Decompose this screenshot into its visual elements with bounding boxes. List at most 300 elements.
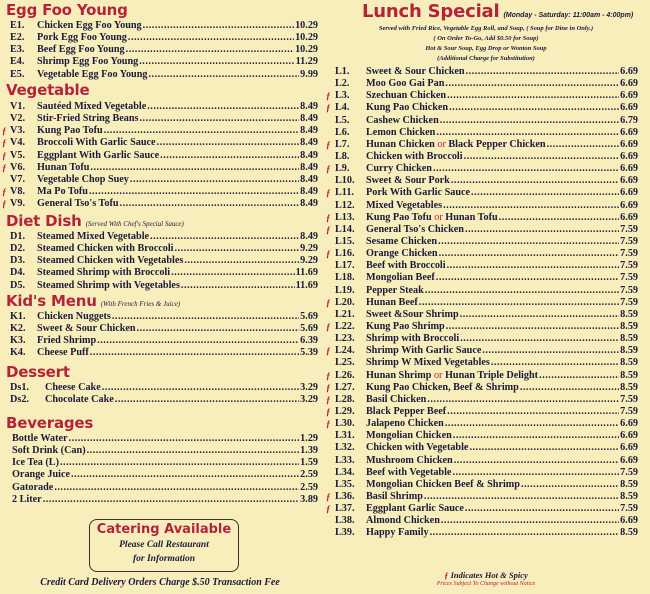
- heading-text: Diet Dish: [6, 212, 82, 230]
- dot-leader: [453, 430, 619, 442]
- credit-card-fee-note: Credit Card Delivery Orders Charge $.50 Transaction Fee: [40, 577, 280, 588]
- egg-foo-young-list: [10, 20, 318, 81]
- dot-leader: [447, 406, 619, 418]
- menu-item: [2, 149, 318, 162]
- dot-leader: [90, 347, 299, 359]
- item-name-text: Lemon Chicken: [366, 126, 436, 138]
- item-code: L9.: [335, 163, 350, 175]
- menu-item: [2, 137, 318, 149]
- item-name: [366, 527, 429, 539]
- dot-leader: [460, 309, 620, 321]
- item-price: 7.59: [620, 466, 638, 478]
- pepper-icon: ƒ: [444, 570, 449, 580]
- item-code: L32.: [335, 442, 355, 454]
- item-name: [366, 515, 440, 527]
- item-code: L28.: [335, 393, 355, 405]
- item-name-text: Shrimp Egg Foo Young: [37, 56, 139, 68]
- dot-leader: [427, 394, 619, 406]
- item-name: [37, 323, 136, 335]
- item-name-text: Orange Juice: [12, 469, 71, 481]
- item-name-text: Jalapeno Chicken: [366, 418, 444, 430]
- lunch-substitution-note: (Additional Charge for Substitution): [437, 55, 535, 62]
- menu-item: [335, 309, 638, 321]
- item-code: L6.: [335, 126, 350, 138]
- item-name-text: Pork With Garlic Sauce: [366, 187, 471, 199]
- item-price: 8.59: [620, 357, 638, 369]
- item-price: 8.49: [300, 113, 318, 125]
- item-name-text: Happy Family: [366, 527, 429, 539]
- item-code: L4.: [335, 102, 350, 114]
- item-name-text: Cheese Puff: [37, 347, 89, 359]
- item-code: L26.: [335, 369, 355, 381]
- pepper-icon: ƒ: [326, 491, 331, 502]
- item-name: [37, 162, 89, 174]
- dot-leader: [54, 482, 299, 494]
- item-name-text: Shrimp With Garlic Sauce: [366, 345, 482, 357]
- item-code: L13.: [335, 211, 355, 223]
- item-code: V8.: [10, 185, 25, 197]
- dot-leader: [60, 457, 299, 469]
- item-name: [366, 467, 451, 479]
- item-code: V7.: [10, 173, 25, 185]
- item-name: [366, 333, 459, 345]
- item-code: V6.: [10, 161, 25, 173]
- item-code: L25.: [335, 357, 355, 369]
- item-price: 7.59: [620, 393, 638, 405]
- item-price: 3.89: [300, 493, 318, 505]
- dot-leader: [160, 150, 299, 162]
- item-name: [12, 445, 86, 457]
- lunch-to-go-note: ( On Order To-Go, Add $0.50 for Soup): [433, 35, 539, 42]
- menu-item: [326, 381, 638, 394]
- dot-leader: [491, 357, 619, 369]
- item-name-text: Pork Egg Foo Young: [37, 32, 127, 44]
- item-name: [37, 267, 170, 279]
- item-price: 6.69: [620, 90, 638, 102]
- menu-item: [10, 56, 318, 68]
- menu-item: [335, 78, 638, 90]
- item-price: 7.59: [620, 235, 638, 247]
- item-price: 6.69: [620, 163, 638, 175]
- item-price: 7.59: [620, 260, 638, 272]
- dessert-list: [10, 382, 318, 406]
- menu-item: [326, 138, 638, 151]
- dot-leader: [171, 267, 295, 279]
- dot-leader: [445, 418, 619, 430]
- dot-leader: [465, 503, 619, 515]
- menu-item: [326, 90, 638, 102]
- item-code: L37.: [335, 503, 355, 515]
- item-name: [37, 335, 96, 347]
- item-name-text: Soft Drink (Can): [12, 445, 86, 457]
- prices-notice: Prices Subject To Change without Notice: [436, 581, 536, 587]
- item-code: L10.: [335, 175, 355, 187]
- menu-item: [335, 430, 638, 442]
- pepper-icon: ƒ: [326, 297, 331, 308]
- pepper-icon: ƒ: [326, 346, 331, 357]
- menu-item: [10, 101, 318, 113]
- item-name: [366, 430, 452, 442]
- dot-leader: [90, 162, 299, 174]
- section-heading-lunch-special: [362, 2, 633, 26]
- menu-item: [326, 393, 638, 406]
- item-or-separator: or: [433, 369, 443, 381]
- item-name-text: Orange Chicken: [366, 248, 438, 260]
- menu-item: [335, 200, 638, 212]
- section-heading-egg-foo-young: [6, 1, 128, 19]
- item-name-text: Kung Pao Chicken: [366, 102, 449, 114]
- dot-leader: [446, 321, 619, 333]
- heading-text: Kid's Menu: [6, 292, 97, 310]
- dot-leader: [425, 285, 619, 297]
- menu-item: [335, 515, 638, 527]
- catering-line-2: for Information: [132, 554, 196, 564]
- menu-item: [335, 442, 638, 454]
- item-code: L12.: [335, 199, 355, 211]
- item-name: [37, 347, 89, 359]
- dot-leader: [43, 494, 299, 506]
- item-name: [366, 491, 423, 503]
- item-price: 6.69: [620, 78, 638, 90]
- dot-leader: [112, 311, 299, 323]
- item-code: L5.: [335, 114, 350, 126]
- dot-leader: [87, 445, 300, 457]
- item-name-text: Steamed Mixed Vegetable: [37, 231, 150, 242]
- menu-item: [335, 236, 638, 248]
- dot-leader: [128, 32, 294, 44]
- pepper-icon: ƒ: [326, 419, 331, 430]
- heading-text: Beverages: [6, 414, 94, 432]
- item-code: L19.: [335, 284, 355, 296]
- item-name-text: Mixed Vegetables: [366, 199, 443, 211]
- menu-item: [326, 405, 638, 418]
- item-name-text: Shrimp with Broccoli: [366, 333, 460, 345]
- item-code: L34.: [335, 466, 355, 478]
- item-code: V3.: [10, 125, 25, 137]
- menu-item: [10, 382, 318, 394]
- item-name: [366, 418, 444, 430]
- section-heading-vegetable: [6, 81, 89, 99]
- menu-item: [10, 267, 318, 279]
- catering-line-1: Please Call Restaurant: [119, 540, 209, 550]
- dot-leader: [466, 66, 620, 78]
- item-name-text: Sautéed Mixed Vegetable: [37, 101, 147, 112]
- lunch-special-list: [326, 66, 638, 539]
- dot-leader: [447, 90, 619, 102]
- item-price: 6.69: [620, 138, 638, 150]
- item-name-text: Beef Egg Foo Young: [37, 44, 125, 56]
- item-name: [366, 151, 463, 163]
- item-name: [37, 44, 125, 56]
- item-code: K1.: [10, 311, 26, 322]
- menu-item: [12, 469, 318, 481]
- item-code: L14.: [335, 223, 355, 235]
- item-name-text: Pepper Steak: [366, 284, 424, 296]
- item-name: [45, 394, 114, 406]
- item-code: L27.: [335, 381, 355, 393]
- dot-leader: [97, 335, 299, 347]
- dot-leader: [419, 297, 619, 309]
- item-name: [37, 311, 111, 323]
- menu-item: [335, 272, 638, 284]
- dot-leader: [451, 175, 619, 187]
- item-price: 6.69: [620, 211, 638, 223]
- pepper-icon: ƒ: [326, 370, 331, 381]
- dot-leader: [440, 115, 619, 127]
- item-price: 8.59: [620, 369, 638, 381]
- item-name-text: Ice Tea (L): [12, 457, 59, 469]
- item-price: 8.49: [300, 125, 318, 137]
- diet-dish-list: [10, 231, 318, 292]
- menu-item: [326, 223, 638, 236]
- item-code: L39.: [335, 527, 355, 539]
- item-name-alt: Hunan Triple Delight: [445, 369, 539, 381]
- item-name: [366, 357, 490, 369]
- item-price: 8.59: [620, 478, 638, 490]
- item-name-text: Mongolian Chicken: [366, 430, 452, 442]
- item-code: E5.: [10, 68, 25, 80]
- item-code: L24.: [335, 345, 355, 357]
- item-code: V2.: [10, 113, 25, 125]
- item-name-text: Hunan Tofu: [37, 161, 90, 173]
- heading-text: Vegetable: [6, 81, 90, 99]
- dot-leader: [436, 127, 619, 139]
- menu-item: [335, 151, 638, 163]
- item-name: [37, 32, 127, 44]
- item-name: [37, 280, 180, 292]
- item-code: D5.: [10, 279, 25, 291]
- menu-item: [10, 243, 318, 255]
- item-name: [37, 243, 174, 255]
- item-name: [12, 469, 70, 481]
- pepper-icon: ƒ: [2, 162, 7, 173]
- pepper-icon: ƒ: [326, 406, 331, 417]
- item-code: D2.: [10, 243, 25, 255]
- menu-item: [12, 433, 318, 445]
- pepper-icon: ƒ: [326, 212, 331, 223]
- item-name: [366, 455, 453, 467]
- dot-leader: [441, 515, 619, 527]
- item-price: 6.69: [620, 187, 638, 199]
- item-name-text: Ma Po Tofu: [37, 185, 88, 197]
- section-heading-diet-dish: [6, 212, 184, 233]
- item-name-text: Kung Pao Tofu: [37, 125, 103, 137]
- item-name-text: Eggplant With Garlic Sauce: [37, 149, 160, 161]
- item-code: L8.: [335, 150, 350, 162]
- item-or-separator: or: [434, 211, 443, 223]
- item-price: 1.59: [300, 457, 318, 469]
- menu-item: [10, 231, 318, 243]
- item-name-text: Chicken Egg Foo Young: [37, 20, 142, 31]
- item-name: [366, 345, 481, 357]
- item-price: 3.29: [300, 394, 318, 406]
- item-name-text: Stir-Fried String Beans: [37, 113, 139, 125]
- pepper-icon: ƒ: [326, 321, 331, 332]
- item-name-text: Beef with Vegetable: [366, 466, 452, 478]
- catering-title: Catering Available: [96, 522, 232, 537]
- menu-item: [326, 369, 638, 382]
- dot-leader: [126, 44, 294, 56]
- item-name: [366, 78, 444, 90]
- item-code: L15.: [335, 235, 355, 247]
- item-name: [37, 255, 183, 267]
- heading-text: Dessert: [6, 363, 70, 381]
- item-name: [37, 101, 146, 113]
- item-price: 8.59: [620, 527, 638, 539]
- item-code: L21.: [335, 308, 355, 320]
- dot-leader: [445, 78, 619, 90]
- item-price: 11.29: [295, 56, 318, 68]
- dot-leader: [71, 469, 299, 481]
- pepper-icon: ƒ: [2, 199, 7, 210]
- item-name-text: Gatorade: [12, 481, 54, 493]
- menu-item: [10, 69, 318, 81]
- pepper-icon: ƒ: [326, 394, 331, 405]
- item-name: [366, 406, 446, 418]
- dot-leader: [469, 442, 619, 454]
- kids-menu-list: [10, 311, 318, 360]
- dot-leader: [443, 200, 619, 212]
- item-code: L17.: [335, 260, 355, 272]
- item-name: [37, 174, 129, 186]
- pepper-icon: ƒ: [326, 139, 331, 150]
- item-code: D4.: [10, 267, 25, 279]
- item-code: L11.: [335, 187, 354, 199]
- item-name: [366, 309, 459, 321]
- dot-leader: [460, 333, 619, 345]
- dot-leader: [130, 174, 299, 186]
- menu-item: [326, 345, 638, 357]
- dot-leader: [139, 56, 294, 68]
- menu-item: [10, 394, 318, 406]
- item-name: [12, 433, 68, 445]
- item-name-text: Black Pepper Beef: [366, 405, 447, 417]
- menu-item: [326, 102, 638, 114]
- item-price: 11.69: [295, 267, 318, 279]
- item-name: [366, 503, 464, 515]
- item-name: [366, 370, 538, 382]
- item-name-text: Chicken Nuggets: [37, 311, 111, 322]
- item-price: 10.29: [295, 44, 318, 56]
- menu-item: [2, 198, 318, 210]
- item-price: 9.29: [300, 243, 318, 255]
- item-code: L30.: [335, 418, 355, 430]
- item-code: L2.: [335, 78, 350, 90]
- item-price: 8.49: [300, 231, 318, 242]
- item-price: 2.59: [300, 481, 318, 493]
- item-name: [37, 20, 142, 32]
- item-price: 6.69: [620, 430, 638, 442]
- dot-leader: [521, 479, 619, 491]
- item-code: Ds1.: [10, 382, 29, 393]
- item-name: [37, 150, 159, 162]
- item-name: [366, 187, 470, 199]
- right-column: [322, 0, 650, 594]
- lunch-hours-note: (Monday - Saturday: 11:00am - 4:00pm): [503, 12, 634, 19]
- pepper-icon: ƒ: [326, 91, 331, 102]
- item-name: [366, 212, 498, 224]
- section-heading-kids-menu: [6, 292, 180, 313]
- item-name: [366, 115, 439, 127]
- item-name: [37, 113, 139, 125]
- menu-item: [10, 44, 318, 56]
- item-price: 8.59: [620, 320, 638, 332]
- menu-item: [326, 211, 638, 224]
- item-name-text: Szechuan Chicken: [366, 90, 447, 102]
- item-name-text: Chicken with Vegetable: [366, 442, 469, 454]
- item-price: 8.49: [300, 161, 318, 173]
- menu-item: [326, 418, 638, 430]
- item-price: 6.79: [620, 114, 638, 126]
- item-code: K4.: [10, 347, 26, 359]
- dot-leader: [438, 236, 619, 248]
- item-code: V1.: [10, 101, 25, 112]
- menu-item: [335, 115, 638, 127]
- item-name: [366, 102, 448, 114]
- item-price: 6.69: [620, 66, 638, 77]
- menu-item: [326, 187, 638, 199]
- item-price: 6.69: [620, 454, 638, 466]
- left-column: [0, 0, 320, 594]
- dot-leader: [439, 248, 620, 260]
- item-price: 8.59: [620, 308, 638, 320]
- item-name: [366, 66, 465, 78]
- heading-text: Lunch Special: [362, 1, 500, 22]
- menu-item: [335, 357, 638, 369]
- item-price: 3.29: [300, 382, 318, 393]
- item-name-text: 2 Liter: [12, 493, 42, 505]
- item-price: 8.59: [620, 490, 638, 502]
- pepper-icon: ƒ: [326, 224, 331, 235]
- item-name-text: Chicken with Broccoli: [366, 150, 463, 162]
- item-name-text: Sweet &Sour Shrimp: [366, 308, 459, 320]
- pepper-icon: ƒ: [326, 188, 331, 199]
- menu-item: [10, 20, 318, 32]
- dot-leader: [424, 491, 619, 503]
- item-name-text: General Tso's Tofu: [37, 198, 119, 210]
- heading-text: Egg Foo Young: [6, 1, 128, 19]
- pepper-icon: ƒ: [2, 126, 7, 137]
- item-price: 6.69: [620, 126, 638, 138]
- dot-leader: [433, 163, 619, 175]
- item-price: 6.39: [300, 335, 318, 347]
- item-name: [366, 321, 445, 333]
- item-price: 8.49: [300, 149, 318, 161]
- item-name: [366, 127, 435, 139]
- item-name: [37, 69, 147, 81]
- vegetable-list: [2, 101, 318, 210]
- item-code: L38.: [335, 515, 355, 527]
- item-name-text: Vegetable Egg Foo Young: [37, 68, 148, 80]
- dot-leader: [115, 394, 299, 406]
- item-code: L23.: [335, 333, 355, 345]
- item-name-text: Beef with Broccoli: [366, 260, 446, 272]
- menu-item: [10, 335, 318, 347]
- item-name: [366, 139, 546, 151]
- item-name-text: Cashew Chicken: [366, 114, 439, 126]
- item-code: L33.: [335, 454, 355, 466]
- pepper-icon: ƒ: [2, 138, 7, 149]
- dot-leader: [454, 455, 619, 467]
- catering-box: [89, 519, 239, 572]
- item-price: 6.69: [620, 102, 638, 114]
- item-code: E2.: [10, 32, 25, 44]
- item-price: 6.69: [620, 175, 638, 187]
- item-name-text: Vegetable Chop Suey: [37, 173, 129, 185]
- item-name-text: Broccoli With Garlic Sauce: [37, 137, 156, 149]
- menu-item: [335, 175, 638, 187]
- menu-item: [335, 455, 638, 467]
